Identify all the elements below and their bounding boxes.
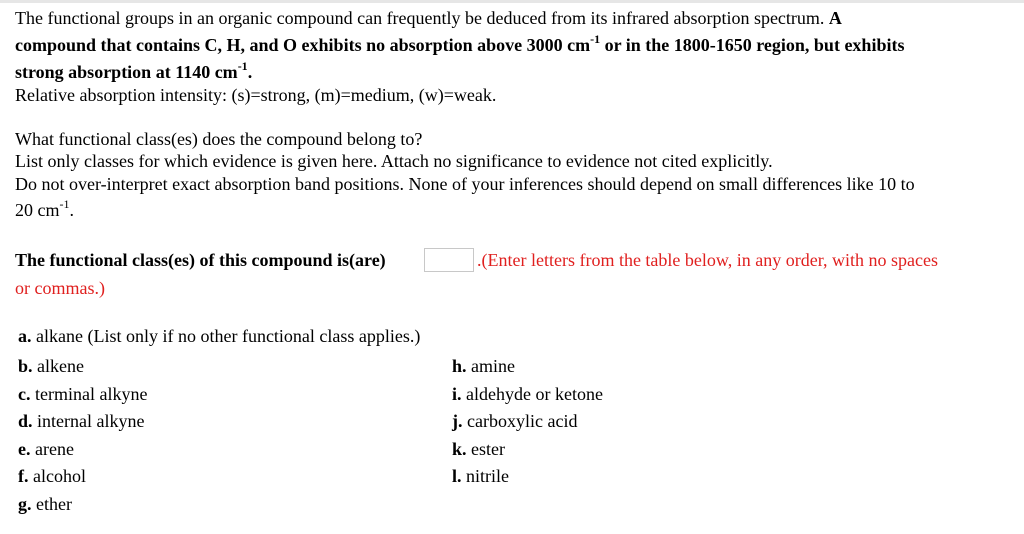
option-letter: c. <box>18 384 31 404</box>
question-line-1: What functional class(es) does the compound belong to? <box>15 129 423 149</box>
problem-line-1 <box>15 7 842 29</box>
problem-text-bold: strong absorption at 1140 cm <box>15 62 238 82</box>
option-text: arene <box>35 439 74 459</box>
superscript: -1 <box>59 197 70 211</box>
option-a <box>18 325 420 347</box>
option-text: aldehyde or ketone <box>466 384 603 404</box>
option-letter: d. <box>18 411 33 431</box>
option-letter: i. <box>452 384 462 404</box>
option-text: internal alkyne <box>37 411 145 431</box>
option-i <box>452 383 603 405</box>
option-letter: f. <box>18 466 29 486</box>
option-text: ester <box>471 439 505 459</box>
option-text: carboxylic acid <box>467 411 578 431</box>
question-line-2: List only classes for which evidence is given here. Attach no significance to evidence not cited explicitly. <box>15 151 773 171</box>
question-line-4 <box>15 199 74 221</box>
option-letter: e. <box>18 439 31 459</box>
option-letter: h. <box>452 356 467 376</box>
period: . <box>247 62 253 82</box>
option-g <box>18 493 72 515</box>
option-j <box>452 410 577 432</box>
option-k <box>452 438 505 460</box>
question-text: 20 cm <box>15 200 60 220</box>
intensity-note: Relative absorption intensity: (s)=strong, (m)=medium, (w)=weak. <box>15 85 497 105</box>
option-text: alkene <box>37 356 84 376</box>
option-letter: b. <box>18 356 33 376</box>
option-text: amine <box>471 356 515 376</box>
problem-text-bold: A <box>828 8 842 28</box>
period: . <box>69 200 74 220</box>
top-border <box>0 0 1024 3</box>
option-f <box>18 465 86 487</box>
option-text: terminal alkyne <box>35 384 148 404</box>
option-c <box>18 383 147 405</box>
option-letter: k. <box>452 439 467 459</box>
problem-line-2 <box>15 34 904 56</box>
option-e <box>18 438 74 460</box>
question-line-3: Do not over-interpret exact absorption band positions. None of your inferences should depend on small differences like 10 to <box>15 174 915 194</box>
option-text: alkane (List only if no other functional class applies.) <box>36 326 421 346</box>
answer-input[interactable] <box>424 248 474 272</box>
option-letter: a. <box>18 326 32 346</box>
option-text: nitrile <box>466 466 510 486</box>
problem-text-bold: or in the 1800-1650 region, but exhibits <box>604 35 905 55</box>
option-h <box>452 355 515 377</box>
option-text: ether <box>36 494 72 514</box>
option-text: alcohol <box>33 466 86 486</box>
option-letter: j. <box>452 411 463 431</box>
answer-instruction-2: or commas.) <box>15 278 105 298</box>
option-d <box>18 410 144 432</box>
problem-text-bold: compound that contains C, H, and O exhibits no absorption above 3000 cm <box>15 35 591 55</box>
superscript: -1 <box>237 59 248 73</box>
answer-instruction-1: .(Enter letters from the table below, in any order, with no spaces <box>477 250 938 270</box>
option-b <box>18 355 84 377</box>
answer-label: The functional class(es) of this compound is(are) <box>15 250 386 270</box>
problem-text: The functional groups in an organic compound can frequently be deduced from its infrared absorption spectrum. <box>15 8 825 28</box>
problem-line-3 <box>15 61 252 83</box>
option-letter: l. <box>452 466 462 486</box>
option-l <box>452 465 509 487</box>
superscript: -1 <box>590 32 601 46</box>
option-letter: g. <box>18 494 32 514</box>
